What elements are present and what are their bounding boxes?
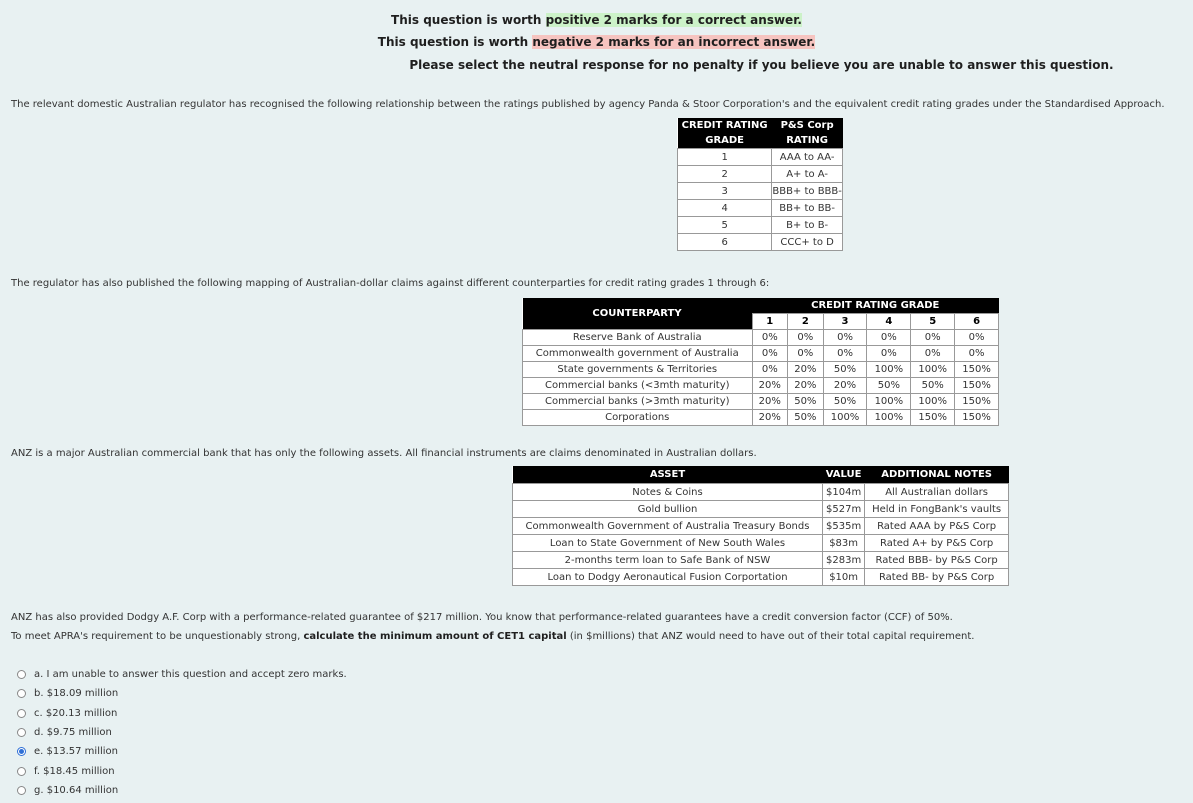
rating-table-row: [678, 217, 843, 234]
header-notes: ADDITIONAL NOTES: [865, 466, 1009, 484]
rating-grade-cell: 4: [678, 200, 772, 217]
risk-weight-cell: 150%: [955, 410, 999, 426]
counterparty-cell: Corporations: [523, 410, 753, 426]
answer-option[interactable]: [17, 723, 347, 742]
risk-weight-cell: 150%: [955, 362, 999, 378]
rating-table-row: [678, 166, 843, 183]
risk-weight-cell: 100%: [911, 394, 955, 410]
header-rating-line1: P&S Corp: [780, 120, 834, 131]
counterparty-cell: Commercial banks (<3mth maturity): [523, 378, 753, 394]
marks-positive-line: [0, 9, 1193, 31]
risk-weight-cell: 0%: [911, 346, 955, 362]
rating-table-header-rating: [772, 118, 843, 149]
risk-weight-cell: 0%: [823, 330, 867, 346]
radio-button[interactable]: [17, 747, 26, 756]
anz-text: ANZ is a major Australian commercial bank that has only the following assets. All financial instruments are claims denominated in Australian dollars.: [11, 448, 757, 459]
risk-weight-row: [523, 410, 999, 426]
header-grade-line1: CREDIT RATING: [681, 120, 768, 131]
risk-weight-row: [523, 394, 999, 410]
answer-label: f. $18.45 million: [34, 765, 115, 777]
asset-asset-cell: Notes & Coins: [513, 484, 823, 501]
rating-table-row: [678, 234, 843, 251]
radio-button[interactable]: [17, 709, 26, 718]
risk-weight-cell: 20%: [823, 378, 867, 394]
counterparty-cell: Commercial banks (>3mth maturity): [523, 394, 753, 410]
grade-header-5: 5: [911, 314, 955, 330]
asset-value-cell: $83m: [823, 535, 865, 552]
requirement-prefix: To meet APRA's requirement to be unquestionably strong,: [11, 631, 304, 642]
risk-weight-cell: 50%: [823, 394, 867, 410]
asset-value-cell: $283m: [823, 552, 865, 569]
risk-weight-row: [523, 330, 999, 346]
rating-grade-cell: 3: [678, 183, 772, 200]
rating-value-cell: BB+ to BB-: [772, 200, 843, 217]
answer-option[interactable]: [17, 781, 347, 800]
requirement-suffix: (in $millions) that ANZ would need to have out of their total capital requirement.: [566, 631, 975, 642]
risk-weight-cell: 150%: [911, 410, 955, 426]
asset-note-cell: Rated BBB- by P&S Corp: [865, 552, 1009, 569]
marks-negative-highlight: negative 2 marks for an incorrect answer.: [532, 35, 816, 49]
asset-row: [513, 501, 1009, 518]
radio-button[interactable]: [17, 767, 26, 776]
header-grade-line2: GRADE: [705, 135, 745, 146]
requirement-bold: calculate the minimum amount of CET1 capital: [303, 631, 567, 642]
rating-grade-cell: 1: [678, 149, 772, 166]
asset-table: [512, 466, 1009, 586]
asset-value-cell: $527m: [823, 501, 865, 518]
intro-text: The relevant domestic Australian regulator has recognised the following relationship between the ratings published by agency Panda & Stoor Corporation's and the equivalent credit rating grades under the Standardised Approach.: [11, 99, 1165, 110]
asset-note-cell: Held in FongBank's vaults: [865, 501, 1009, 518]
header-value: VALUE: [823, 466, 865, 484]
risk-weight-row: [523, 378, 999, 394]
answer-label: g. $10.64 million: [34, 784, 119, 796]
rating-value-cell: A+ to A-: [772, 166, 843, 183]
risk-weight-cell: 100%: [823, 410, 867, 426]
risk-weight-table: [522, 298, 999, 426]
risk-weight-cell: 100%: [867, 394, 911, 410]
risk-weight-cell: 100%: [867, 362, 911, 378]
asset-row: [513, 569, 1009, 586]
risk-weight-cell: 0%: [752, 346, 788, 362]
asset-value-cell: $535m: [823, 518, 865, 535]
header-counterparty: COUNTERPARTY: [523, 298, 753, 330]
rating-value-cell: B+ to B-: [772, 217, 843, 234]
risk-weight-cell: 50%: [788, 394, 824, 410]
asset-asset-cell: Gold bullion: [513, 501, 823, 518]
risk-weight-cell: 100%: [911, 362, 955, 378]
asset-row: [513, 484, 1009, 501]
asset-asset-cell: Commonwealth Government of Australia Treasury Bonds: [513, 518, 823, 535]
risk-weight-cell: 20%: [788, 378, 824, 394]
asset-note-cell: Rated AAA by P&S Corp: [865, 518, 1009, 535]
rating-table: [677, 118, 843, 251]
asset-asset-cell: 2-months term loan to Safe Bank of NSW: [513, 552, 823, 569]
rating-grade-cell: 6: [678, 234, 772, 251]
answer-label: e. $13.57 million: [34, 746, 118, 758]
risk-weight-row: [523, 346, 999, 362]
rating-value-cell: AAA to AA-: [772, 149, 843, 166]
rating-table-header-grade: [678, 118, 772, 149]
asset-asset-cell: Loan to Dodgy Aeronautical Fusion Corportation: [513, 569, 823, 586]
rating-table-row: [678, 200, 843, 217]
grade-header-3: 3: [823, 314, 867, 330]
risk-weight-cell: 20%: [752, 378, 788, 394]
risk-weight-cell: 150%: [955, 394, 999, 410]
asset-note-cell: Rated BB- by P&S Corp: [865, 569, 1009, 586]
radio-button[interactable]: [17, 786, 26, 795]
answer-option[interactable]: [17, 704, 347, 723]
risk-weight-cell: 0%: [752, 330, 788, 346]
answer-label: d. $9.75 million: [34, 727, 112, 739]
answer-option[interactable]: [17, 742, 347, 761]
risk-weight-cell: 50%: [788, 410, 824, 426]
asset-row: [513, 535, 1009, 552]
risk-weight-cell: 20%: [788, 362, 824, 378]
asset-asset-cell: Loan to State Government of New South Wales: [513, 535, 823, 552]
asset-value-cell: $10m: [823, 569, 865, 586]
rating-grade-cell: 5: [678, 217, 772, 234]
risk-weight-cell: 20%: [752, 410, 788, 426]
risk-weight-cell: 0%: [955, 346, 999, 362]
header-credit-rating-grade: CREDIT RATING GRADE: [752, 298, 999, 314]
header-asset: ASSET: [513, 466, 823, 484]
marks-negative-prefix: This question is worth: [377, 35, 533, 49]
marks-positive-highlight: positive 2 marks for a correct answer.: [545, 13, 802, 27]
risk-weight-cell: 0%: [867, 346, 911, 362]
asset-row: [513, 518, 1009, 535]
header-rating-line2: RATING: [786, 135, 829, 146]
grade-header-1: 1: [752, 314, 788, 330]
risk-weight-cell: 100%: [867, 410, 911, 426]
answer-option[interactable]: [17, 665, 347, 684]
radio-button[interactable]: [17, 728, 26, 737]
counterparty-cell: Commonwealth government of Australia: [523, 346, 753, 362]
rating-value-cell: CCC+ to D: [772, 234, 843, 251]
rating-grade-cell: 2: [678, 166, 772, 183]
asset-value-cell: $104m: [823, 484, 865, 501]
answer-options: [17, 665, 347, 800]
answer-label: a. I am unable to answer this question and accept zero marks.: [34, 669, 347, 681]
mapping-text: The regulator has also published the following mapping of Australian-dollar claims against different counterparties for credit rating grades 1 through 6:: [11, 278, 770, 289]
grade-header-4: 4: [867, 314, 911, 330]
risk-weight-cell: 50%: [911, 378, 955, 394]
grade-header-2: 2: [788, 314, 824, 330]
asset-note-cell: All Australian dollars: [865, 484, 1009, 501]
asset-row: [513, 552, 1009, 569]
risk-weight-cell: 0%: [867, 330, 911, 346]
risk-weight-cell: 0%: [955, 330, 999, 346]
risk-weight-cell: 150%: [955, 378, 999, 394]
risk-weight-cell: 20%: [752, 394, 788, 410]
counterparty-cell: State governments & Territories: [523, 362, 753, 378]
marks-negative-line: [0, 31, 1193, 53]
neutral-response-note: Please select the neutral response for no penalty if you believe you are unable to answer this question.: [409, 58, 1114, 72]
risk-weight-cell: 0%: [911, 330, 955, 346]
answer-option[interactable]: [17, 761, 347, 780]
rating-table-row: [678, 149, 843, 166]
risk-weight-cell: 50%: [823, 362, 867, 378]
counterparty-cell: Reserve Bank of Australia: [523, 330, 753, 346]
asset-note-cell: Rated A+ by P&S Corp: [865, 535, 1009, 552]
guarantee-text: ANZ has also provided Dodgy A.F. Corp with a performance-related guarantee of $217 million. You know that performance-related guarantees have a credit conversion factor (CCF) of 50%.: [11, 612, 953, 623]
rating-table-row: [678, 183, 843, 200]
radio-button[interactable]: [17, 689, 26, 698]
answer-label: c. $20.13 million: [34, 707, 118, 719]
requirement-text: [11, 631, 974, 642]
risk-weight-cell: 0%: [788, 330, 824, 346]
risk-weight-row: [523, 362, 999, 378]
risk-weight-cell: 50%: [867, 378, 911, 394]
risk-weight-cell: 0%: [823, 346, 867, 362]
risk-weight-cell: 0%: [788, 346, 824, 362]
grade-header-6: 6: [955, 314, 999, 330]
answer-option[interactable]: [17, 684, 347, 703]
risk-weight-cell: 0%: [752, 362, 788, 378]
marks-positive-prefix: This question is worth: [391, 13, 546, 27]
rating-value-cell: BBB+ to BBB-: [772, 183, 843, 200]
answer-label: b. $18.09 million: [34, 688, 119, 700]
radio-button[interactable]: [17, 670, 26, 679]
